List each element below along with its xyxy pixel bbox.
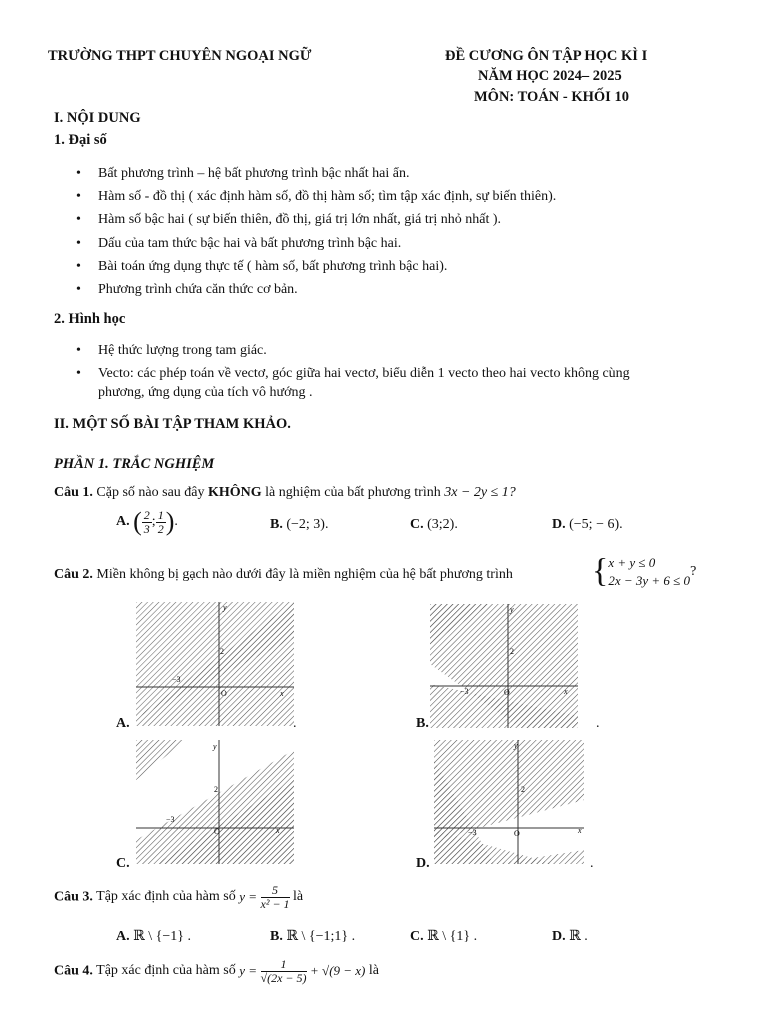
list-item: • Hàm số bậc hai ( sự biến thiên, đồ thị, giá trị lớn nhất, giá trị nhỏ nhất ). (72, 208, 556, 231)
q3-option-d[interactable]: D. ℝ . (552, 929, 588, 944)
option-b-period: . (596, 716, 600, 731)
tick-2: 2 (220, 647, 224, 656)
school-name: TRƯỜNG THPT CHUYÊN NGOẠI NGỮ (48, 48, 312, 64)
q3-option-a[interactable]: A. ℝ \ {−1} . (116, 929, 191, 944)
document-title: ĐỀ CƯƠNG ÔN TẬP HỌC KÌ I (445, 48, 648, 64)
question-label: Câu 2. (54, 567, 93, 582)
tick-2: 2 (521, 785, 525, 794)
axis-x-label: x (564, 687, 568, 696)
q2-option-c[interactable]: C. (116, 856, 130, 871)
list-item: • Bài toán ứng dụng thực tế ( hàm số, bất phương trình bậc hai). (72, 255, 556, 278)
section1-title: I. NỘI DUNG (54, 110, 141, 126)
option-a-period: . (293, 716, 297, 731)
q1-option-d[interactable]: D. (−5; − 6). (552, 517, 623, 532)
q2-option-a[interactable]: A. (116, 716, 130, 731)
q2-option-b[interactable]: B. (416, 716, 429, 731)
option-d-period: . (590, 856, 594, 871)
axis-y-label: y (213, 742, 217, 751)
tick-minus3: −3 (468, 828, 477, 837)
inequality-system: { x + y ≤ 0 2x − 3y + 6 ≤ 0 ? (592, 552, 697, 590)
section2-title: II. MỘT SỐ BÀI TẬP THAM KHẢO. (54, 416, 291, 432)
axis-y-label: y (510, 605, 514, 614)
question-2: Câu 2. Miền không bị gạch nào dưới đây là miền nghiệm của hệ bất phương trình (54, 567, 513, 582)
origin-label: O (514, 829, 520, 838)
axis-x-label: x (276, 826, 280, 835)
emphasis-khong: KHÔNG (208, 485, 262, 500)
axis-x-label: x (280, 689, 284, 698)
tick-2: 2 (214, 785, 218, 794)
q1-option-b[interactable]: B. (−2; 3). (270, 517, 329, 532)
list-item-continuation: phương, ứng dụng của tích vô hướng . (98, 385, 313, 400)
origin-label: O (221, 689, 227, 698)
list-item: • Bất phương trình – hệ bất phương trình bậc nhất hai ẩn. (72, 162, 556, 185)
subject-line: MÔN: TOÁN - KHỐI 10 (474, 89, 629, 105)
origin-label: O (504, 688, 510, 697)
axis-y-label: y (514, 741, 518, 750)
geometry-title: 2. Hình học (54, 311, 126, 327)
inequality: 3x − 2y ≤ 1? (444, 485, 516, 500)
graph-option-d[interactable] (434, 740, 584, 864)
algebra-list (72, 162, 556, 301)
list-item: • Hệ thức lượng trong tam giác. (72, 339, 630, 362)
axis-x-label: x (578, 826, 582, 835)
question-label: Câu 3. (54, 889, 93, 905)
tick-minus3: −3 (172, 675, 181, 684)
q1-option-c[interactable]: C. (3;2). (410, 517, 458, 532)
list-item: • Dấu của tam thức bậc hai và bất phương trình bậc hai. (72, 232, 556, 255)
graph-option-b[interactable] (430, 604, 578, 728)
part1-title: PHẦN 1. TRẮC NGHIỆM (54, 456, 215, 472)
q3-option-b[interactable]: B. ℝ \ {−1;1} . (270, 929, 356, 944)
tick-minus3: −3 (460, 687, 469, 696)
geometry-list (72, 339, 630, 385)
tick-2: 2 (510, 647, 514, 656)
list-item: • Hàm số - đồ thị ( xác định hàm số, đồ thị hàm số; tìm tập xác định, sự biến thiên). (72, 185, 556, 208)
question-label: Câu 1. (54, 485, 93, 500)
question-4: Câu 4. Tập xác định của hàm số y = $\frac{1}{√(2x - 5)}$ + √(9 − x) là (54, 957, 379, 985)
question-1: Câu 1. Cặp số nào sau đây KHÔNG là nghiệm của bất phương trình 3x − 2y ≤ 1? (54, 485, 516, 500)
origin-label: O (214, 827, 220, 836)
question-3: Câu 3. Tập xác định của hàm số y = $\frac{5}{\text{x² − 1}}$ là (54, 883, 304, 911)
list-item: • Vecto: các phép toán về vectơ, góc giữa hai vectơ, biểu diễn 1 vecto theo hai vecto không cùng (72, 362, 630, 385)
axis-y-label: y (223, 603, 227, 612)
q1-option-a[interactable]: A. ( $\frac{2}{3}$ ; $\frac{1}{2}$ ). (116, 507, 178, 536)
graph-option-a[interactable] (136, 602, 294, 726)
algebra-title: 1. Đại số (54, 132, 107, 148)
school-year: NĂM HỌC 2024– 2025 (478, 68, 622, 84)
question-label: Câu 4. (54, 963, 93, 979)
q2-option-d[interactable]: D. (416, 856, 430, 871)
tick-minus3: −3 (166, 815, 175, 824)
list-item: • Phương trình chứa căn thức cơ bản. (72, 278, 556, 301)
q3-option-c[interactable]: C. ℝ \ {1} . (410, 929, 478, 944)
graph-option-c[interactable] (136, 740, 294, 864)
